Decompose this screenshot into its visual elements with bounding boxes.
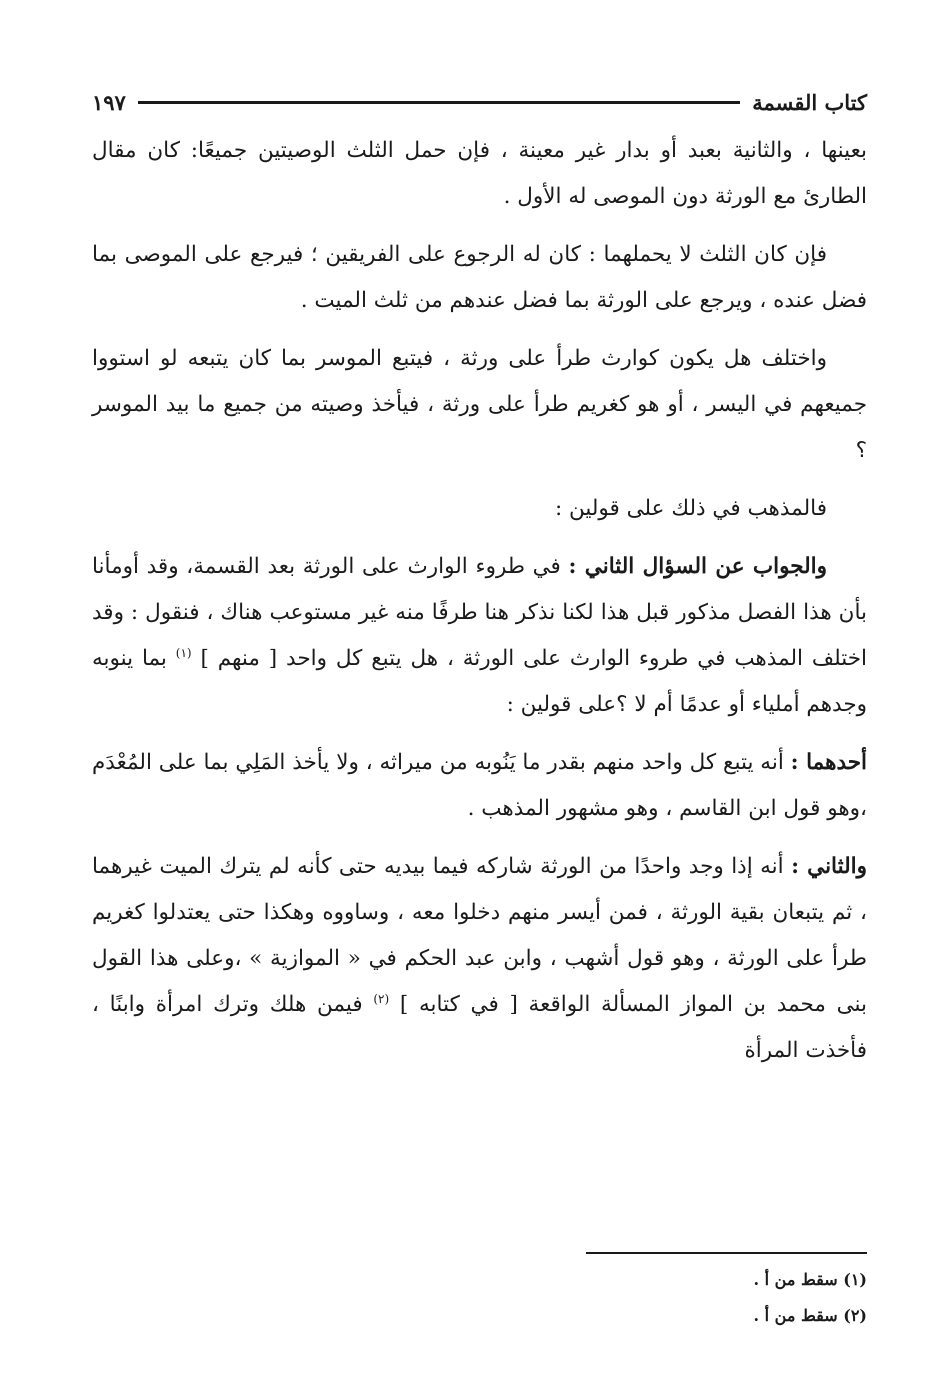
paragraph-6 — [92, 740, 867, 832]
page-number: ١٩٧ — [92, 89, 126, 115]
paragraph-3-text: واختلف هل يكون كوارث طرأ على ورثة ، فيتبع الموسر بما كان يتبعه لو استووا جميعهم في اليسر ، أو هو كغريم طرأ على ورثة ، فيأخذ وصيته من جميع ما بيد الموسر ؟ — [92, 346, 867, 463]
footnote-2: (٢) سقط من أ . — [753, 1306, 867, 1325]
chapter-title: كتاب القسمة — [752, 89, 867, 115]
page — [92, 80, 867, 1086]
paragraph-5-text-after: بما ينوبه وجدهم أملياء أو عدمًا أم لا ؟على قولين : — [92, 646, 867, 717]
paragraph-6-text: أنه يتبع كل واحد منهم بقدر ما يَنُوبه من ميراثه ، ولا يأخذ المَلِي بما على المُعْدَم ،وهو قول ابن القاسم ، وهو مشهور المذهب . — [92, 750, 867, 821]
paragraph-7-text: أنه إذا وجد واحدًا من الورثة شاركه فيما بيديه حتى كأنه لم يترك الميت غيرهما ، ثم يتبعان بقية الورثة ، فمن أيسر منهم دخلوا معه ، وساووه وهكذا حتى يعتدلوا كغريم طرأ على الورثة ، وهو قول أشهب ، وابن عبد الحكم في « الموازية » ،وعلى هذا القول بنى محمد بن المواز المسألة الواقعة [ في كتابه ] — [92, 854, 867, 1017]
footnote-1: (١) سقط من أ . — [753, 1270, 867, 1289]
running-header — [92, 80, 867, 124]
paragraph-6-lead: أحدهما : — [790, 750, 867, 775]
paragraph-7-lead: والثاني : — [791, 854, 867, 879]
paragraph-2-text: فإن كان الثلث لا يحملهما : كان له الرجوع على الفريقين ؛ فيرجع على الموصى بما فضل عنده ، ويرجع على الورثة بما فضل عندهم من ثلث الميت . — [92, 242, 867, 313]
footnote-ref-1[interactable]: (١) — [175, 645, 192, 660]
paragraph-2 — [92, 232, 867, 324]
paragraph-5-lead: والجواب عن السؤال الثاني : — [568, 554, 827, 579]
header-rule — [138, 101, 740, 104]
paragraph-4 — [92, 486, 867, 532]
paragraph-3 — [92, 336, 867, 474]
paragraph-5 — [92, 544, 867, 728]
footnote-rule — [586, 1252, 867, 1254]
footnotes — [92, 1262, 867, 1334]
footnote-ref-2[interactable]: (٢) — [373, 991, 390, 1006]
paragraph-1 — [92, 128, 867, 220]
paragraph-7 — [92, 844, 867, 1074]
paragraph-7-text-after: فيمن هلك وترك امرأة وابنًا ، فأخذت المرأة — [92, 992, 867, 1063]
paragraph-4-text: فالمذهب في ذلك على قولين : — [554, 496, 827, 521]
paragraph-1-text: بعينها ، والثانية بعبد أو بدار غير معينة ، فإن حمل الثلث الوصيتين جميعًا: كان مقال الطارئ مع الورثة دون الموصى له الأول . — [92, 138, 867, 209]
paragraph-5-text: في طروء الوارث على الورثة بعد القسمة، وقد أومأنا بأن هذا الفصل مذكور قبل هذا لكنا نذكر هنا طرفًا منه غير مستوعب هناك ، فنقول : وقد اختلف المذهب في طروء الوارث على الورثة ، هل يتبع كل واحد [ منهم ] — [92, 554, 867, 671]
body-text — [92, 128, 867, 1074]
